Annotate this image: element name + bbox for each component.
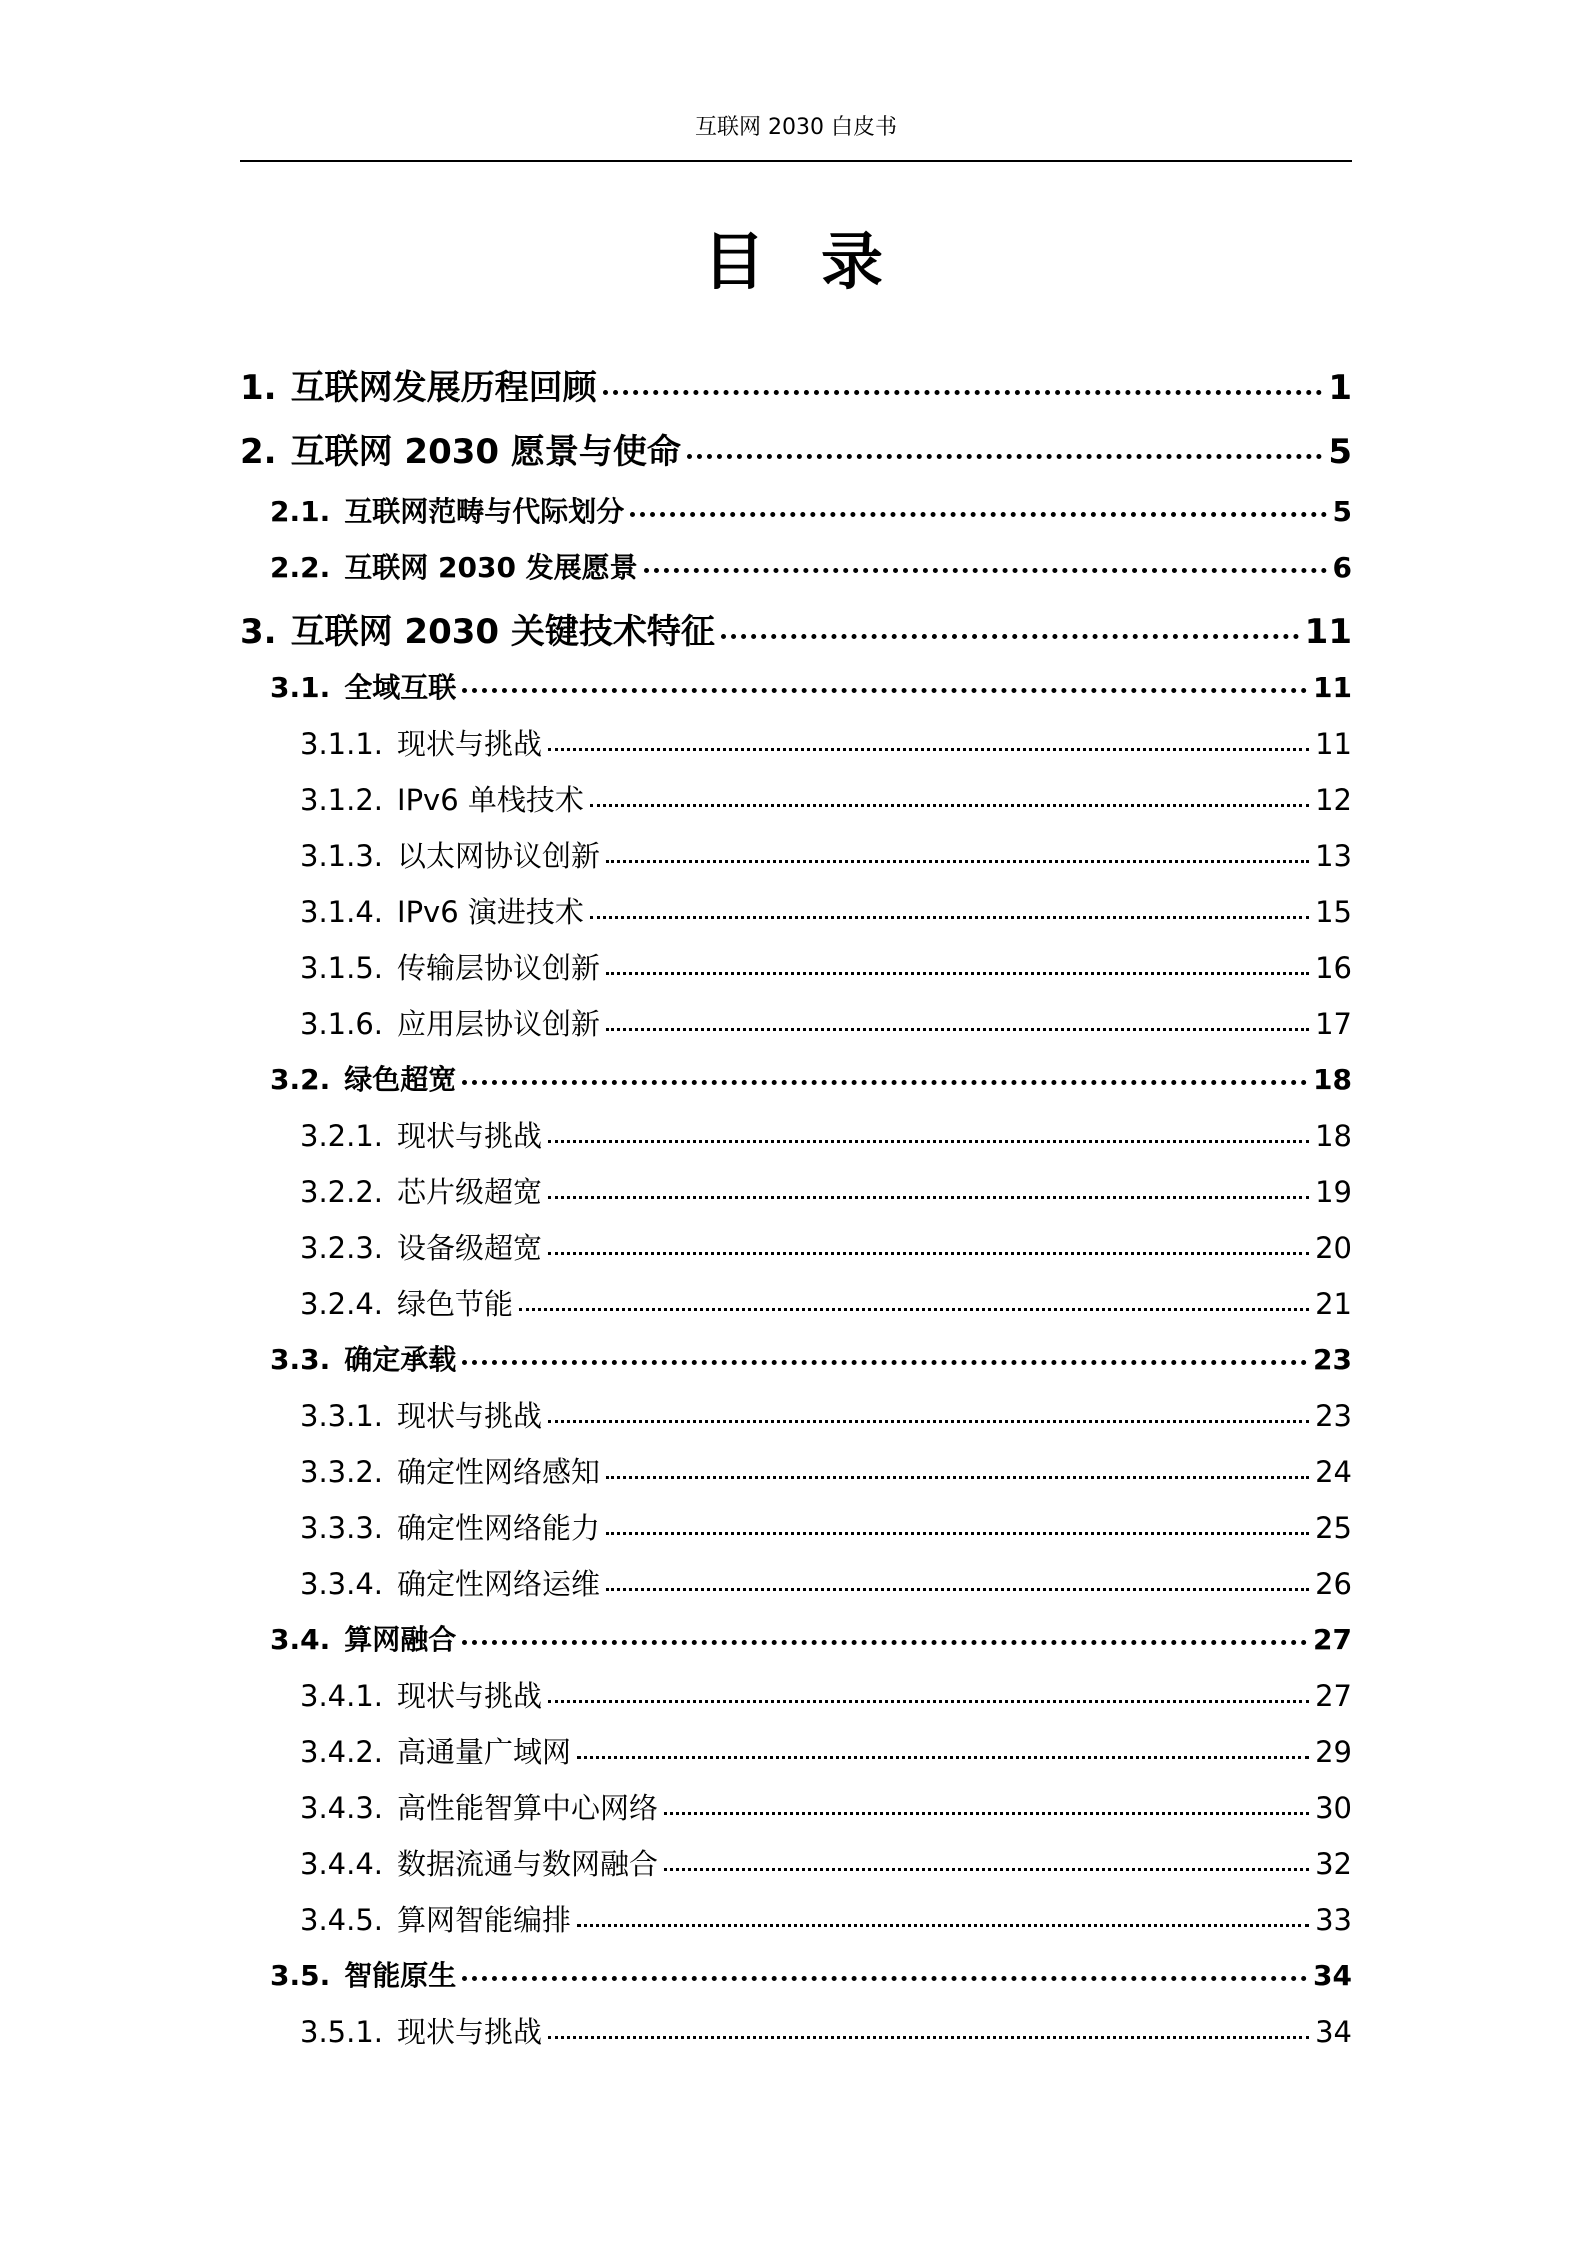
toc-entry-number: 2.1.	[270, 495, 331, 528]
toc-entry-title: 高性能智算中心网络	[397, 1791, 659, 1825]
toc-entry[interactable]	[270, 1954, 1352, 1994]
dot-leader	[462, 1080, 1307, 1085]
toc-entry-number: 1.	[240, 368, 277, 408]
running-header: 互联网 2030 白皮书	[695, 115, 897, 140]
toc-entry-page-number: 11	[1304, 612, 1352, 652]
toc-entry[interactable]	[240, 604, 1352, 653]
toc-entry-page-number: 12	[1315, 783, 1352, 817]
toc-entry-page-number: 23	[1313, 1343, 1352, 1376]
toc-entry[interactable]	[300, 778, 1352, 819]
toc-entry[interactable]	[240, 424, 1352, 473]
toc-entry-page-number: 18	[1313, 1063, 1352, 1096]
toc-entry-page-number: 24	[1315, 1455, 1352, 1489]
toc-entry-page-number: 32	[1315, 1847, 1352, 1881]
toc-entry-page-number: 34	[1315, 2015, 1352, 2049]
dot-leader	[606, 860, 1309, 863]
toc-entry-page-number: 18	[1315, 1119, 1352, 1153]
toc-entry-number: 3.4.5.	[300, 1903, 384, 1937]
dot-leader	[590, 916, 1309, 919]
toc-entry-page-number: 15	[1315, 895, 1352, 929]
toc-entry[interactable]	[300, 1002, 1352, 1043]
toc-entry-title: 互联网 2030 关键技术特征	[290, 612, 715, 652]
toc-entry-title: 互联网发展历程回顾	[290, 368, 597, 408]
toc-entry[interactable]	[300, 1170, 1352, 1211]
toc-entry-title: 互联网范畴与代际划分	[344, 495, 625, 528]
toc-entry-number: 3.4.2.	[300, 1735, 384, 1769]
toc-entry-page-number: 26	[1315, 1567, 1352, 1601]
toc-entry-number: 3.2.4.	[300, 1287, 384, 1321]
toc-entry-number: 2.2.	[270, 551, 331, 584]
toc-entry-title: 全域互联	[344, 671, 457, 704]
toc-entry-page-number: 34	[1313, 1959, 1352, 1992]
toc-entry-number: 3.2.	[270, 1063, 331, 1096]
toc-entry[interactable]	[270, 546, 1352, 586]
toc-entry-page-number: 5	[1328, 432, 1352, 472]
toc-entry-number: 3.4.1.	[300, 1679, 384, 1713]
header-rule	[240, 160, 1352, 162]
toc-entry[interactable]	[300, 1114, 1352, 1155]
toc-entry-number: 3.3.	[270, 1343, 331, 1376]
toc-entry-page-number: 21	[1315, 1287, 1352, 1321]
dot-leader	[606, 972, 1309, 975]
toc-entry-title: 以太网协议创新	[397, 839, 601, 873]
toc-entry[interactable]	[300, 946, 1352, 987]
dot-leader	[548, 1420, 1309, 1423]
dot-leader	[548, 2036, 1309, 2039]
toc-entry[interactable]	[300, 1282, 1352, 1323]
toc-entry-page-number: 17	[1315, 1007, 1352, 1041]
toc-entry-title: 高通量广域网	[397, 1735, 572, 1769]
dot-leader	[519, 1308, 1309, 1311]
toc-entry-number: 3.2.1.	[300, 1119, 384, 1153]
toc-entry-page-number: 5	[1332, 495, 1352, 528]
dot-leader	[603, 390, 1323, 395]
toc-entry[interactable]	[300, 1506, 1352, 1547]
toc-entry[interactable]	[300, 1898, 1352, 1939]
toc-entry[interactable]	[300, 1562, 1352, 1603]
toc-entry[interactable]	[300, 1674, 1352, 1715]
toc-entry[interactable]	[270, 1338, 1352, 1378]
toc-entry-title: 互联网 2030 发展愿景	[344, 551, 638, 584]
dot-leader	[462, 1640, 1307, 1645]
toc-entry-title: 设备级超宽	[397, 1231, 543, 1265]
toc-entry-page-number: 1	[1328, 368, 1352, 408]
dot-leader	[630, 512, 1326, 517]
toc-entry-title: 互联网 2030 愿景与使命	[290, 432, 681, 472]
toc-entry-page-number: 6	[1332, 551, 1352, 584]
toc-entry-page-number: 11	[1315, 727, 1352, 761]
dot-leader	[664, 1868, 1309, 1871]
toc-entry[interactable]	[270, 666, 1352, 706]
toc-entry-title: 现状与挑战	[397, 1399, 543, 1433]
toc-entry-number: 3.3.4.	[300, 1567, 384, 1601]
toc-entry[interactable]	[300, 1730, 1352, 1771]
toc-entry-title: 算网智能编排	[397, 1903, 572, 1937]
toc-entry-page-number: 13	[1315, 839, 1352, 873]
dot-leader	[606, 1532, 1309, 1535]
toc-title: 目录	[702, 225, 939, 298]
toc-entry-title: 绿色节能	[397, 1287, 514, 1321]
toc-entry[interactable]	[300, 834, 1352, 875]
dot-leader	[590, 804, 1309, 807]
toc-entry-number: 3.3.3.	[300, 1511, 384, 1545]
toc-entry-title: 现状与挑战	[397, 2015, 543, 2049]
toc-entry-page-number: 23	[1315, 1399, 1352, 1433]
toc-entry-number: 3.4.4.	[300, 1847, 384, 1881]
toc-entry-number: 3.1.1.	[300, 727, 384, 761]
toc-entry[interactable]	[300, 1842, 1352, 1883]
dot-leader	[606, 1588, 1309, 1591]
toc-entry-number: 3.4.3.	[300, 1791, 384, 1825]
toc-entry[interactable]	[300, 1394, 1352, 1435]
dot-leader	[548, 1140, 1309, 1143]
toc-entry-title: 确定性网络能力	[397, 1511, 601, 1545]
dot-leader	[664, 1812, 1309, 1815]
toc-entry-page-number: 30	[1315, 1791, 1352, 1825]
toc-entry-page-number: 33	[1315, 1903, 1352, 1937]
toc-entry[interactable]	[300, 722, 1352, 763]
dot-leader	[548, 1196, 1309, 1199]
toc-entry-title: 智能原生	[344, 1959, 457, 1992]
dot-leader	[644, 568, 1327, 573]
toc-entry-title: 确定承载	[344, 1343, 457, 1376]
toc-entry-page-number: 29	[1315, 1735, 1352, 1769]
toc-entry-number: 3.4.	[270, 1623, 331, 1656]
dot-leader	[577, 1756, 1309, 1759]
toc-entry-title: 现状与挑战	[397, 1119, 543, 1153]
toc-entry-title: 确定性网络感知	[397, 1455, 601, 1489]
dot-leader	[462, 1360, 1307, 1365]
toc-entry[interactable]	[270, 490, 1352, 530]
toc-entry-title: IPv6 单栈技术	[397, 783, 584, 817]
toc-entry-number: 3.1.2.	[300, 783, 384, 817]
toc-entry-page-number: 19	[1315, 1175, 1352, 1209]
toc-entry-title: 应用层协议创新	[397, 1007, 601, 1041]
toc-entry-number: 3.5.1.	[300, 2015, 384, 2049]
toc-entry-number: 3.3.2.	[300, 1455, 384, 1489]
toc-entry-number: 3.5.	[270, 1959, 331, 1992]
toc-entry-number: 3.2.2.	[300, 1175, 384, 1209]
toc-entry-title: 芯片级超宽	[397, 1175, 543, 1209]
toc-entry-page-number: 16	[1315, 951, 1352, 985]
dot-leader	[462, 1976, 1307, 1981]
toc-entry-title: 绿色超宽	[344, 1063, 457, 1096]
toc-entry-number: 3.1.4.	[300, 895, 384, 929]
dot-leader	[462, 688, 1307, 693]
toc-entry[interactable]	[300, 890, 1352, 931]
dot-leader	[577, 1924, 1309, 1927]
toc-entry-title: 现状与挑战	[397, 727, 543, 761]
toc-entry-number: 3.1.	[270, 671, 331, 704]
toc-entry[interactable]	[300, 2010, 1352, 2051]
toc-entry[interactable]	[270, 1618, 1352, 1658]
toc-entry-title: 确定性网络运维	[397, 1567, 601, 1601]
toc-entry[interactable]	[300, 1450, 1352, 1491]
toc-entry-title: 现状与挑战	[397, 1679, 543, 1713]
toc-entry[interactable]	[300, 1786, 1352, 1827]
dot-leader	[606, 1028, 1309, 1031]
toc-entry-page-number: 27	[1315, 1679, 1352, 1713]
toc-entry-number: 3.1.3.	[300, 839, 384, 873]
toc-entry[interactable]	[300, 1226, 1352, 1267]
toc-entry-number: 3.3.1.	[300, 1399, 384, 1433]
toc-entry-page-number: 11	[1313, 671, 1352, 704]
toc-entry-number: 3.	[240, 612, 277, 652]
toc-entry-page-number: 20	[1315, 1231, 1352, 1265]
toc-entry-number: 2.	[240, 432, 277, 472]
dot-leader	[721, 634, 1299, 639]
toc-entry-title: 传输层协议创新	[397, 951, 601, 985]
toc-entry-number: 3.1.6.	[300, 1007, 384, 1041]
dot-leader	[548, 1700, 1309, 1703]
toc-entry-page-number: 25	[1315, 1511, 1352, 1545]
toc-entry-title: 算网融合	[344, 1623, 457, 1656]
dot-leader	[606, 1476, 1309, 1479]
toc-entry[interactable]	[270, 1058, 1352, 1098]
toc-entry-page-number: 27	[1313, 1623, 1352, 1656]
toc-entry-number: 3.1.5.	[300, 951, 384, 985]
toc-entry-title: 数据流通与数网融合	[397, 1847, 659, 1881]
toc-entry-number: 3.2.3.	[300, 1231, 384, 1265]
toc-entry-title: IPv6 演进技术	[397, 895, 584, 929]
dot-leader	[548, 748, 1309, 751]
dot-leader	[687, 454, 1322, 459]
toc-entry[interactable]	[240, 360, 1352, 409]
dot-leader	[548, 1252, 1309, 1255]
